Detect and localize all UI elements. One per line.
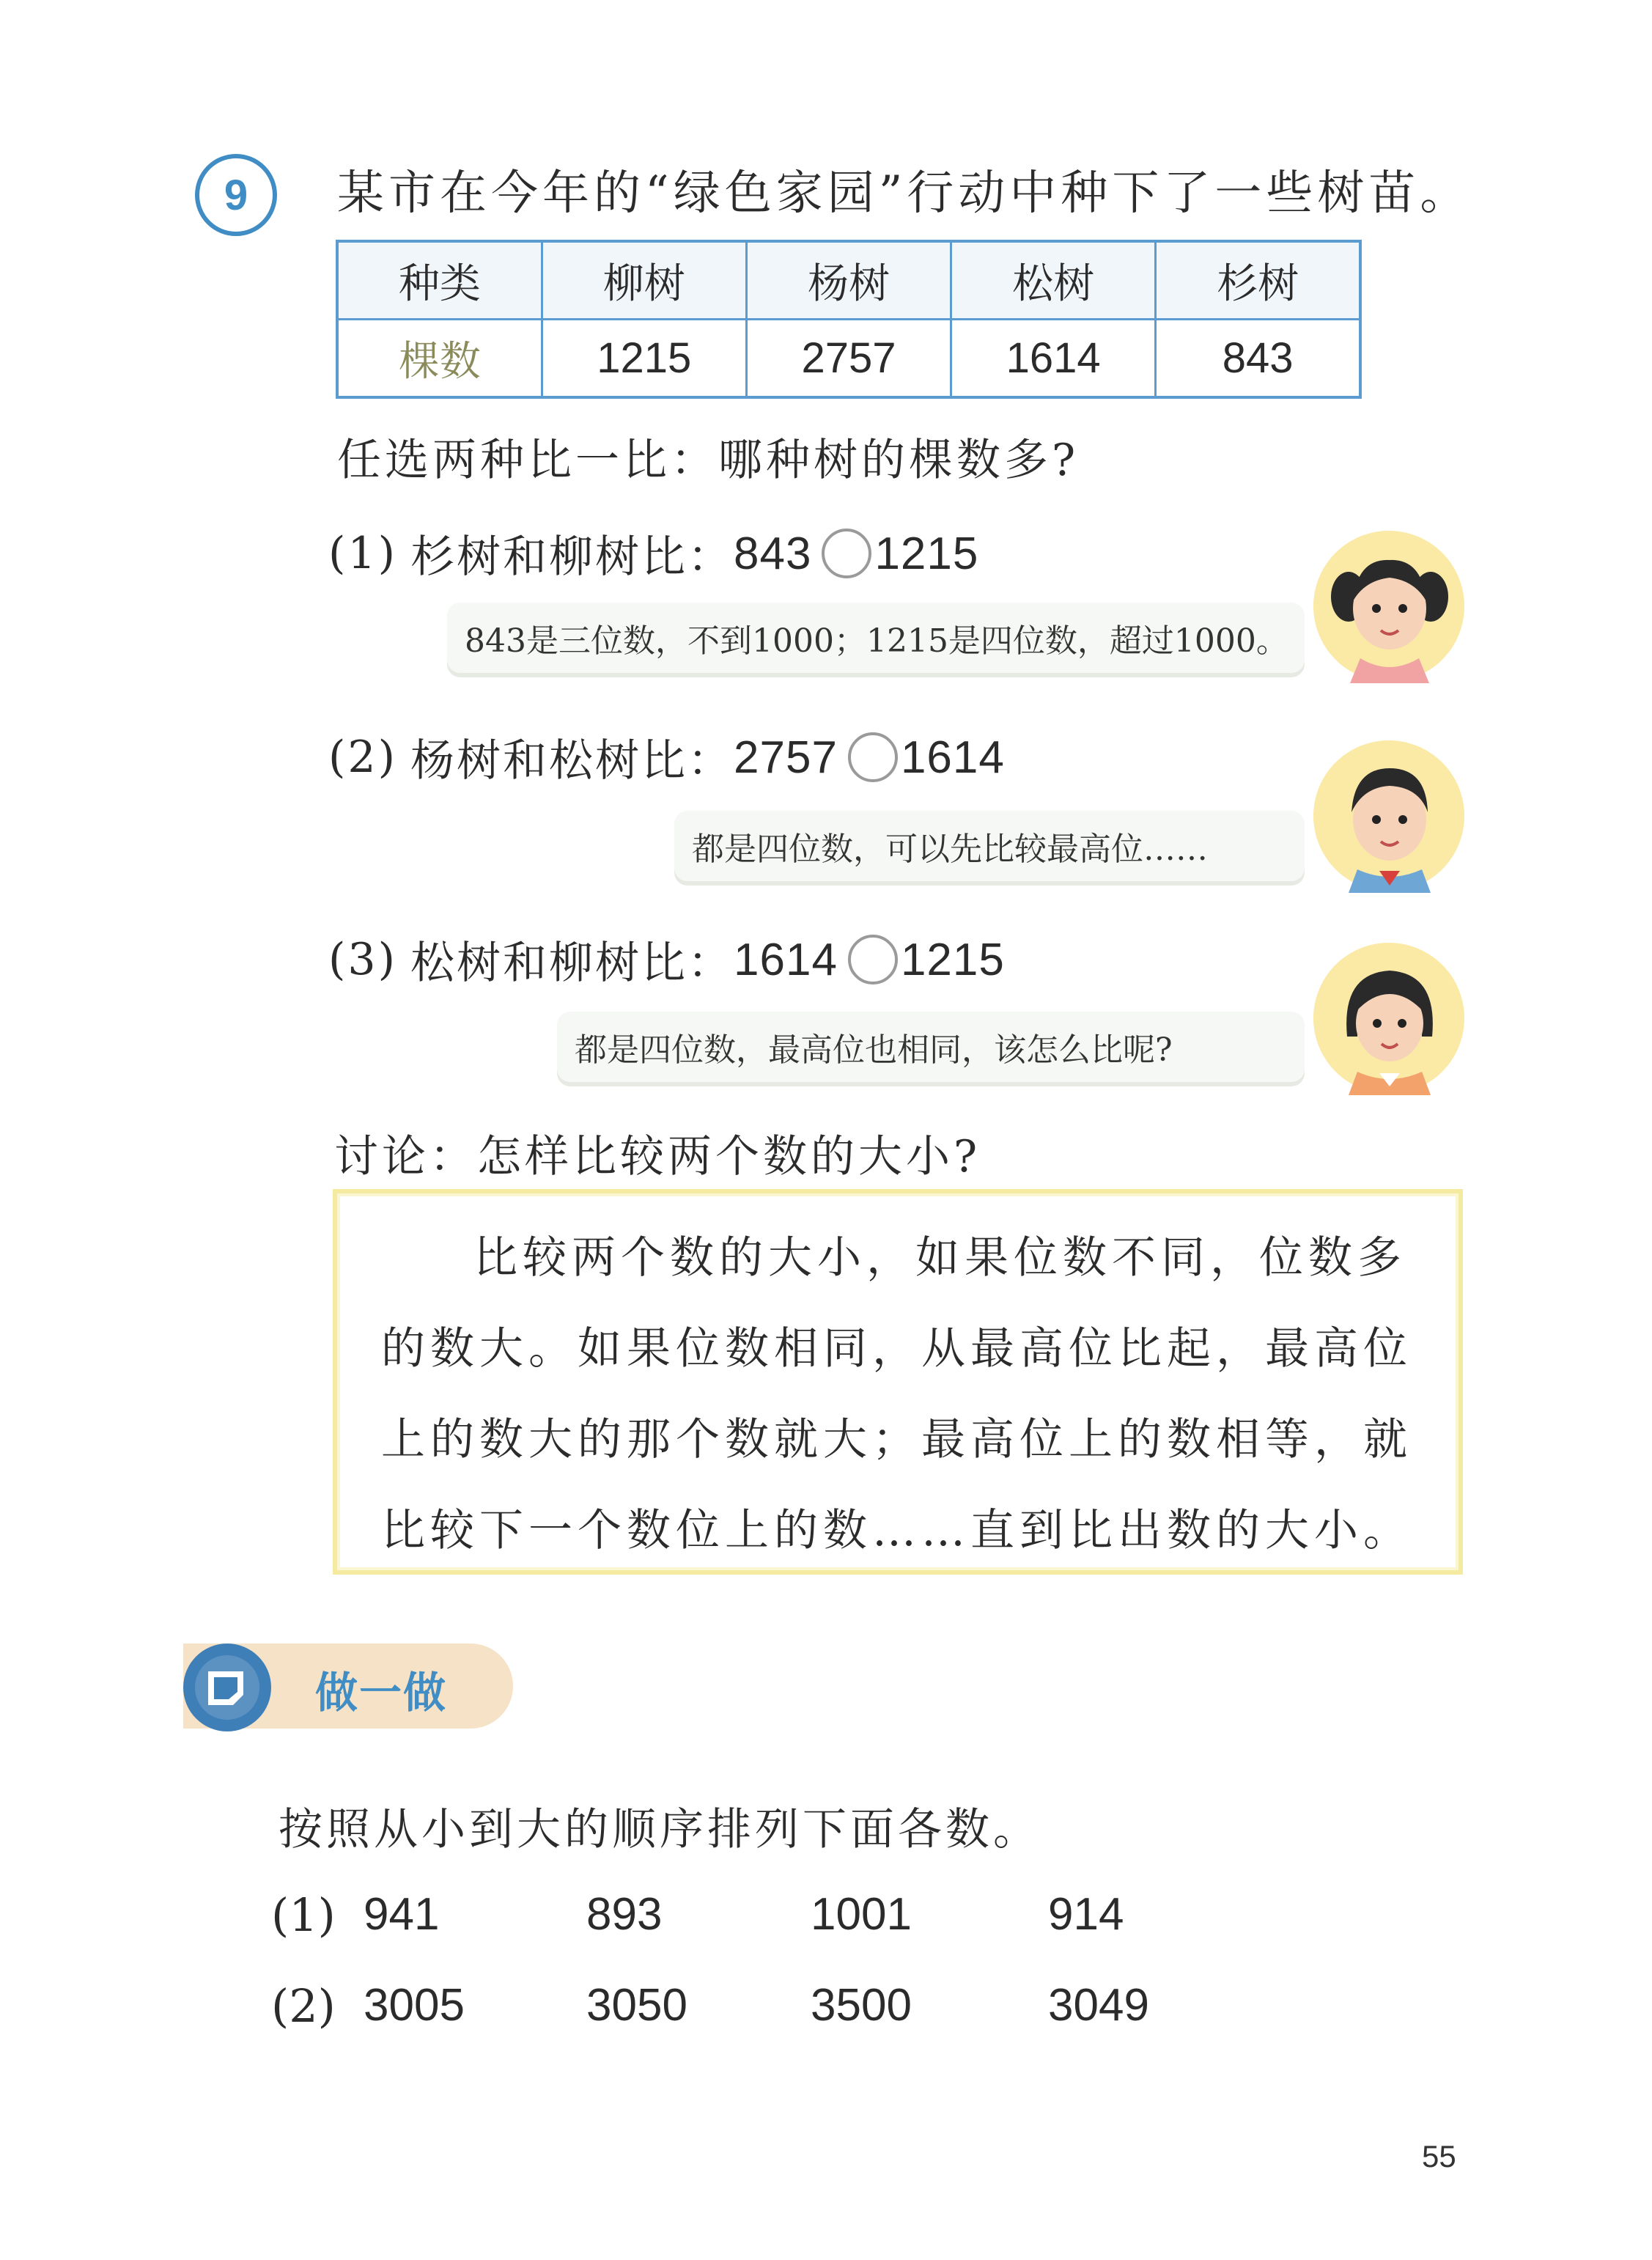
rule-summary-box (333, 1189, 1463, 1575)
practice-row-label: (1) (271, 1888, 336, 1942)
problem-number-badge (195, 154, 277, 236)
comparison-text: 杨树和松树比： (410, 735, 734, 787)
page-number: 55 (1422, 2139, 1456, 2173)
practice-number: 941 (364, 1889, 440, 1940)
question-text: 任选两种比一比：哪种树的棵数多? (337, 435, 1080, 486)
comparison-label: (3) (328, 934, 397, 985)
table-cell-count: 843 (1156, 320, 1360, 398)
comparison-number-a: 843 (734, 528, 812, 579)
comparison-label: (2) (328, 732, 397, 783)
table-row-types (337, 241, 1360, 320)
girl-pigtails-avatar (1312, 529, 1466, 683)
practice-number: 3049 (1048, 1980, 1149, 2031)
comparison-text: 松树和柳树比： (410, 938, 734, 989)
comparison-line (328, 726, 1005, 789)
rule-line: 比较下一个数位上的数……直到比出数的大小。 (381, 1505, 1412, 1556)
practice-number: 3500 (811, 1980, 912, 2031)
table-cell-count: 1215 (542, 320, 746, 398)
practice-number: 914 (1048, 1889, 1124, 1940)
hint-text: 都是四位数，最高位也相同，该怎么比呢? (575, 1031, 1173, 1069)
practice-number: 1001 (811, 1889, 912, 1940)
rule-line: 上的数大的那个数就大；最高位上的数相等，就 (381, 1414, 1412, 1465)
comparison-line (328, 928, 1005, 991)
table-row-header: 种类 (337, 241, 542, 320)
comparison-number-b: 1215 (900, 934, 1005, 985)
comparison-number-b: 1215 (874, 528, 979, 579)
answer-circle[interactable] (848, 732, 898, 782)
table-row-counts (337, 320, 1360, 398)
practice-number: 893 (586, 1889, 663, 1940)
comparison-label: (1) (328, 528, 397, 579)
problem-statement: 某市在今年的“绿色家园”行动中种下了一些树苗。 (337, 166, 1472, 221)
hint-text: 都是四位数，可以先比较最高位…… (692, 831, 1208, 868)
speech-bubble (447, 603, 1305, 673)
practice-number: 3005 (364, 1980, 465, 2031)
comparison-number-a: 2757 (734, 732, 838, 783)
practice-section-icon (183, 1644, 271, 1731)
discussion-prompt: 讨论：怎样比较两个数的大小? (334, 1131, 981, 1182)
rule-line: 比较两个数的大小，如果位数不同，位数多 (473, 1232, 1406, 1284)
practice-instruction: 按照从小到大的顺序排列下面各数。 (279, 1804, 1041, 1855)
comparison-number-b: 1614 (900, 732, 1005, 783)
speech-bubble (674, 811, 1305, 881)
problem-number: 9 (224, 171, 248, 219)
table-cell-type: 杉树 (1156, 241, 1360, 320)
tree-count-table (336, 240, 1362, 399)
practice-row-label: (2) (271, 1979, 336, 2033)
practice-row (271, 1888, 1224, 1947)
comparison-text: 杉树和柳树比： (410, 531, 734, 583)
comparison-number-a: 1614 (734, 934, 838, 985)
table-cell-count: 1614 (951, 320, 1156, 398)
table-row-header: 棵数 (337, 320, 542, 398)
hint-text: 843是三位数，不到1000；1215是四位数，超过1000。 (465, 622, 1288, 660)
practice-number: 3050 (586, 1980, 687, 2031)
table-cell-count: 2757 (746, 320, 951, 398)
table-cell-type: 杨树 (746, 241, 951, 320)
boy-avatar (1312, 739, 1466, 893)
rule-line: 的数大。如果位数相同，从最高位比起，最高位 (381, 1323, 1412, 1374)
practice-section-label: 做一做 (315, 1668, 448, 1718)
answer-circle[interactable] (822, 529, 871, 578)
answer-circle[interactable] (848, 935, 898, 984)
comparison-line (328, 522, 978, 585)
practice-row (271, 1979, 1224, 2038)
table-cell-type: 松树 (951, 241, 1156, 320)
table-cell-type: 柳树 (542, 241, 746, 320)
speech-bubble (557, 1012, 1305, 1082)
girl-short-hair-avatar (1312, 941, 1466, 1095)
